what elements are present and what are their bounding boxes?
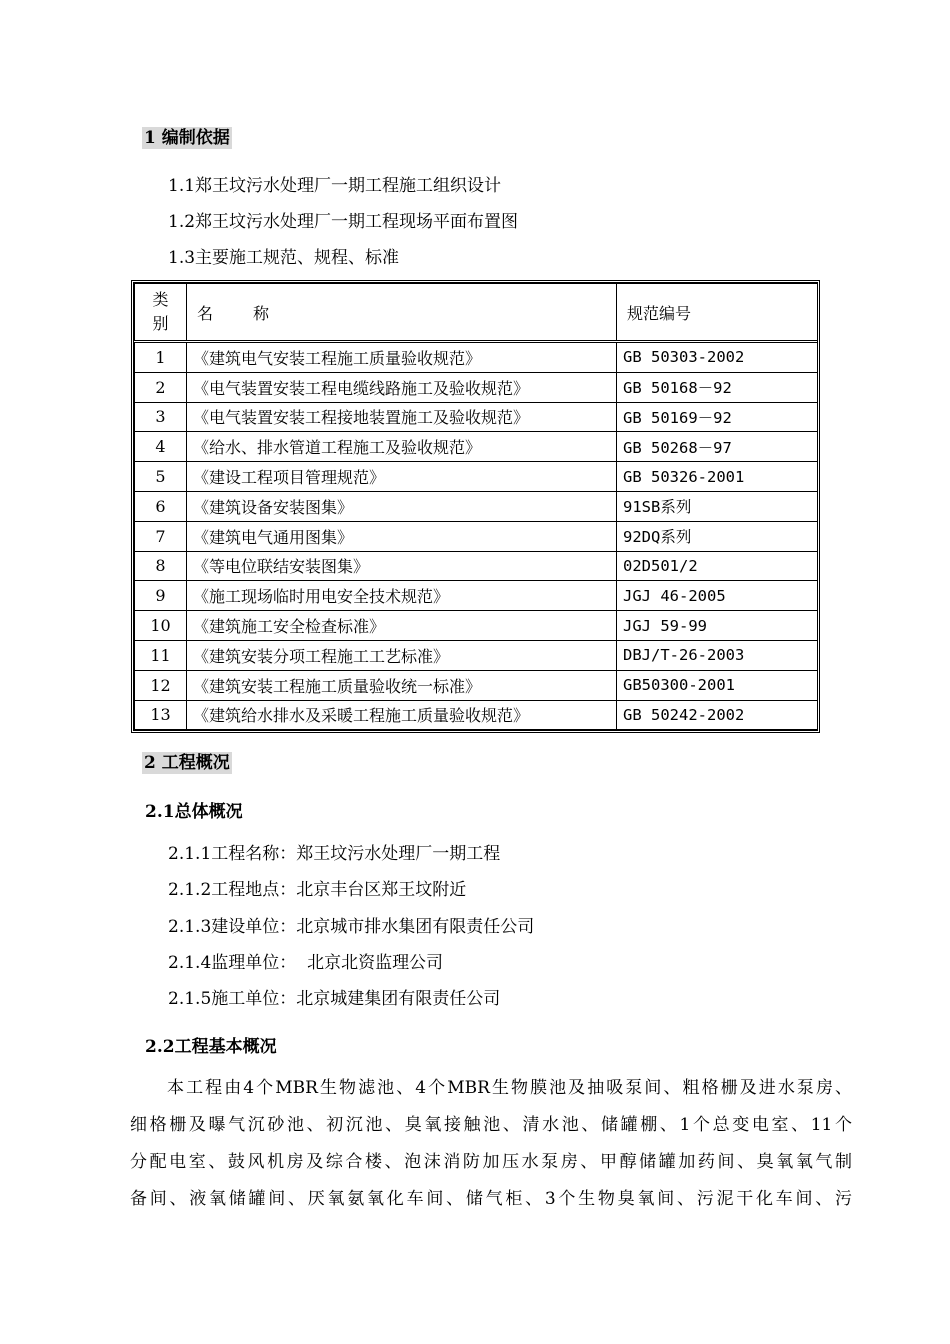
table-row (135, 700, 818, 730)
row-number: 9 (135, 581, 187, 611)
overview-item-5: 2.1.5施工单位：北京城建集团有限责任公司 (168, 989, 501, 1009)
row-number: 5 (135, 462, 187, 492)
row-number: 4 (135, 432, 187, 462)
table-row (135, 432, 818, 462)
basis-item-1: 1.1郑王坟污水处理厂一期工程施工组织设计 (168, 176, 502, 196)
standard-name: 《建筑安装工程施工质量验收统一标准》 (187, 670, 617, 700)
project-description-line-1: 本工程由4个MBR生物滤池、4个MBR生物膜池及抽吸泵间、粗格栅及进水泵房、 (165, 1078, 852, 1098)
standard-code: GB 50268－97 (617, 432, 818, 462)
standard-name: 《建设工程项目管理规范》 (187, 462, 617, 492)
standard-code: GB 50168－92 (617, 372, 818, 402)
overview-item-4: 2.1.4监理单位： 北京北资监理公司 (168, 953, 444, 973)
table-row (135, 640, 818, 670)
row-number: 8 (135, 551, 187, 581)
standard-code: JGJ 59-99 (617, 611, 818, 641)
standard-name: 《建筑电气安装工程施工质量验收规范》 (187, 342, 617, 373)
basis-item-2: 1.2郑王坟污水处理厂一期工程现场平面布置图 (168, 212, 519, 232)
row-number: 10 (135, 611, 187, 641)
standard-code: 02D501/2 (617, 551, 818, 581)
overview-item-1: 2.1.1工程名称：郑王坟污水处理厂一期工程 (168, 844, 501, 864)
row-number: 13 (135, 700, 187, 730)
standard-code: 91SB系列 (617, 491, 818, 521)
standard-code: GB 50242-2002 (617, 700, 818, 730)
subsection-2-2-heading: 2.2工程基本概况 (145, 1037, 277, 1057)
standard-name: 《电气装置安装工程电缆线路施工及验收规范》 (187, 372, 617, 402)
standard-name: 《等电位联结安装图集》 (187, 551, 617, 581)
table-header-row (135, 284, 818, 342)
table-row (135, 372, 818, 402)
row-number: 11 (135, 640, 187, 670)
row-number: 12 (135, 670, 187, 700)
row-number: 7 (135, 521, 187, 551)
table-row (135, 402, 818, 432)
standard-code: 92DQ系列 (617, 521, 818, 551)
project-description-line-2: 细格栅及曝气沉砂池、初沉池、臭氧接触池、清水池、储罐棚、1个总变电室、11个 (130, 1115, 852, 1135)
standard-name: 《建筑设备安装图集》 (187, 491, 617, 521)
row-number: 1 (135, 342, 187, 373)
table-row (135, 581, 818, 611)
standard-name: 《施工现场临时用电安全技术规范》 (187, 581, 617, 611)
row-number: 6 (135, 491, 187, 521)
table-row (135, 491, 818, 521)
subsection-2-1-heading: 2.1总体概况 (145, 802, 243, 822)
row-number: 3 (135, 402, 187, 432)
standard-name: 《建筑电气通用图集》 (187, 521, 617, 551)
project-description-line-3: 分配电室、鼓风机房及综合楼、泡沫消防加压水泵房、甲醇储罐加药间、臭氧氧气制 (130, 1152, 852, 1172)
table-row (135, 551, 818, 581)
table-row (135, 670, 818, 700)
overview-item-3: 2.1.3建设单位：北京城市排水集团有限责任公司 (168, 917, 535, 937)
name-header: 名 称 (187, 284, 617, 342)
standard-code: GB 50326-2001 (617, 462, 818, 492)
standard-name: 《给水、排水管道工程施工及验收规范》 (187, 432, 617, 462)
standard-name: 《建筑施工安全检查标准》 (187, 611, 617, 641)
project-description-line-4: 备间、液氧储罐间、厌氧氨氧化车间、储气柜、3个生物臭氧间、污泥干化车间、污 (130, 1189, 852, 1209)
standards-table (131, 280, 820, 733)
basis-item-3: 1.3主要施工规范、规程、标准 (168, 248, 400, 268)
category-header: 类 别 (135, 284, 187, 342)
code-header: 规范编号 (617, 284, 818, 342)
table-row (135, 611, 818, 641)
standard-code: GB 50303-2002 (617, 342, 818, 373)
table-row (135, 521, 818, 551)
standard-code: JGJ 46-2005 (617, 581, 818, 611)
row-number: 2 (135, 372, 187, 402)
standard-code: DBJ/T-26-2003 (617, 640, 818, 670)
standard-name: 《建筑安装分项工程施工工艺标准》 (187, 640, 617, 670)
standard-name: 《建筑给水排水及采暖工程施工质量验收规范》 (187, 700, 617, 730)
table-row (135, 342, 818, 373)
standard-code: GB 50169－92 (617, 402, 818, 432)
table-row (135, 462, 818, 492)
section-2-heading: 2 工程概况 (144, 753, 230, 773)
section-1-heading: 1 编制依据 (144, 128, 230, 148)
standard-code: GB50300-2001 (617, 670, 818, 700)
standard-name: 《电气装置安装工程接地装置施工及验收规范》 (187, 402, 617, 432)
overview-item-2: 2.1.2工程地点：北京丰台区郑王坟附近 (168, 880, 467, 900)
